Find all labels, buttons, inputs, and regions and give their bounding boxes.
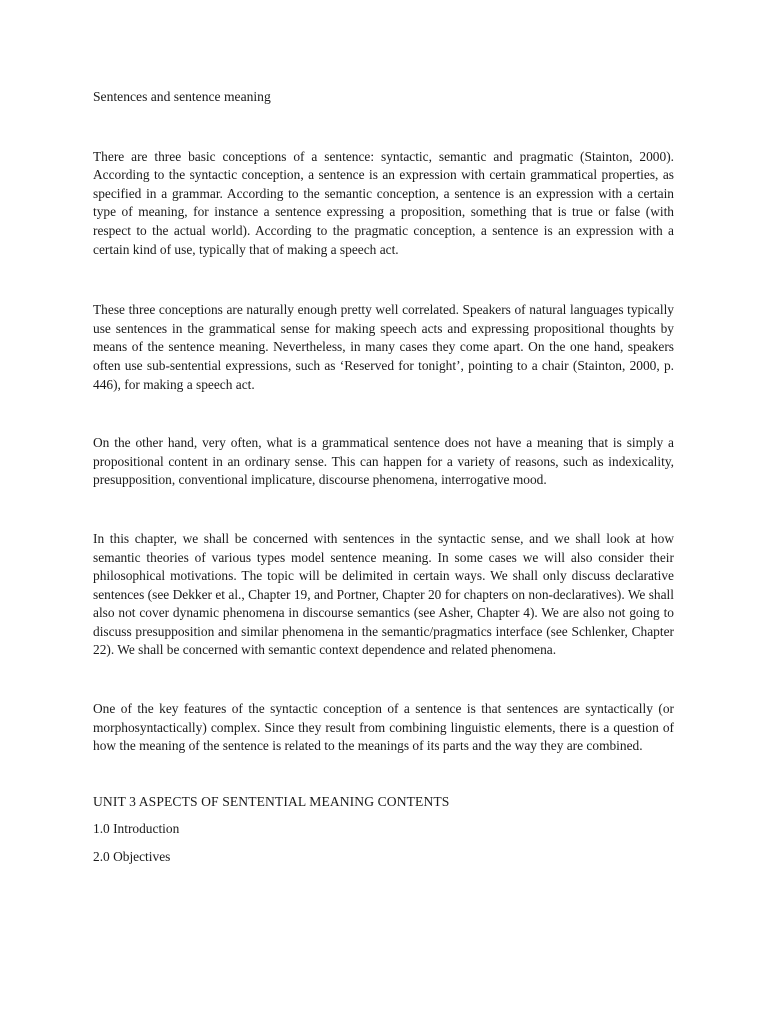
toc-item-objectives: 2.0 Objectives	[93, 849, 171, 865]
paragraph-other-hand: On the other hand, very often, what is a grammatical sentence does not have a meaning that is simply a propositional content in an ordinary sense. This can happen for a variety of reasons, such as indexicality, presupposition, conventional implicature, discourse phenomena, interrogative mood.	[93, 435, 674, 488]
paragraph-conceptions: There are three basic conceptions of a sentence: syntactic, semantic and pragmatic (Stainton, 2000). According to the syntactic conception, a sentence is an expression with certain grammatical properties, as specified in a grammar. According to the semantic conception, a sentence is an expression with a certain type of meaning, for instance a sentence expressing a proposition, something that is true or false (with respect to the actual world). According to the pragmatic conception, a sentence is an expression with a certain kind of use, typically that of making a speech act.	[93, 148, 674, 257]
paragraph-chapter-scope: In this chapter, we shall be concerned with sentences in the syntactic sense, and we shall look at how semantic theories of various types model sentence meaning. In some cases we will also consider their philosophical motivations. The topic will be delimited in certain ways. We shall only discuss declarative sentences (see Dekker et al., Chapter 19, and Portner, Chapter 20 for chapters on non-declaratives). We shall also not cover dynamic phenomena in discourse semantics (see Asher, Chapter 4). We are also not going to discuss presupposition and similar phenomena in the semantic/pragmatics interface (see Schlenker, Chapter 22). We shall be concerned with semantic context dependence and related phenomena.	[93, 530, 674, 658]
paragraph-correlation: These three conceptions are naturally enough pretty well correlated. Speakers of natural languages typically use sentences in the grammatical sense for making speech acts and expressing propositional thoughts by means of the sentence meaning. Nevertheless, in many cases they come apart. On the one hand, speakers often use sub-sentential expressions, such as ‘Reserved for tonight’, pointing to a chair (Stainton, 2000, p. 446), for making a speech act.	[93, 302, 674, 392]
document-title: Sentences and sentence meaning	[93, 89, 271, 104]
paragraph-key-features: One of the key features of the syntactic conception of a sentence is that sentences are syntactically (or morphosyntactically) complex. Since they result from combining linguistic elements, there is a question of how the meaning of the sentence is related to the meanings of its parts and the way they are combined.	[93, 701, 674, 754]
toc-item-introduction: 1.0 Introduction	[93, 821, 180, 837]
unit-heading: UNIT 3 ASPECTS OF SENTENTIAL MEANING CONTENTS	[93, 793, 450, 809]
document-body	[93, 88, 674, 876]
